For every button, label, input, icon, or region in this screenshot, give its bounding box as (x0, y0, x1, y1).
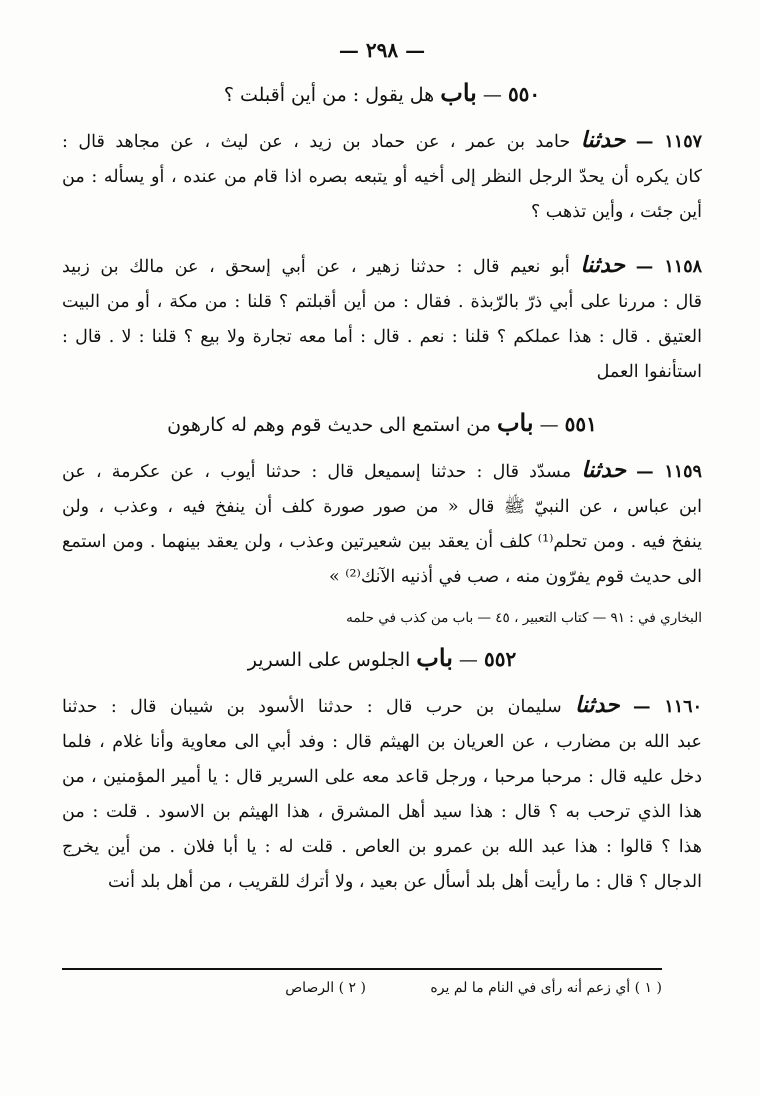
line-text: ينفخ فيه . ومن تحلم⁽¹⁾ كلف أن يعقد بين شعيرتين وعذب ، ولن يعقد بينهما . ومن استمع (62, 532, 702, 552)
hadith-block (62, 248, 702, 390)
line-text: عبد الله بن مضارب ، عن العريان بن الهيثم قال : وفد أبي الى معاوية وأنا غلام ، فلما (62, 732, 702, 752)
haddathana-mark: حدثنا (580, 127, 626, 153)
text-line (62, 453, 702, 490)
text-line (62, 123, 702, 160)
text-line (62, 725, 702, 760)
line-text: قال : مررنا على أبي ذرّ بالرّبذة . فقال : من أين أقبلتم ؟ قلنا : من مكة ، أو من البيت (62, 292, 702, 312)
text-line (62, 355, 702, 390)
text-line (62, 688, 702, 725)
line-text: الى حديث قوم يفرّون منه ، صب في أذنيه الآنك⁽²⁾ » (328, 567, 702, 587)
text-line (62, 285, 702, 320)
bab-label: باب (416, 643, 453, 672)
line-text: هذا الذي ترحب به ؟ قال : هذا سيد أهل المشرق ، هذا الهيثم بن الاسود . قلت : من (62, 802, 702, 822)
haddathana-mark: حدثنا (581, 457, 626, 483)
line-text: حامد بن عمر ، عن حماد بن زيد ، عن ليث ، عن مجاهد قال : (62, 132, 571, 152)
text-line (62, 195, 702, 230)
page-content (62, 78, 702, 900)
line-text: استأنفوا العمل (596, 362, 702, 382)
haddathana-mark: حدثنا (580, 252, 626, 278)
chapter-title: هل يقول : من أين أقبلت ؟ (223, 84, 435, 106)
text-line (62, 248, 702, 285)
chapter-number: ٥٥١ (564, 412, 597, 436)
text-line (62, 160, 702, 195)
footnote-2: ( ٢ ) الرصاص (285, 980, 366, 996)
heading-dash: — (539, 414, 559, 436)
chapter-title: الجلوس على السرير (247, 649, 411, 671)
chapter-heading (62, 408, 702, 437)
line-text: كان يكره أن يحدّ الرجل النظر إلى أخيه أو يتبعه بصره اذا قام من عنده ، أو يسأله : من (62, 167, 702, 187)
text-line (62, 560, 702, 595)
hadith-number: ١١٦٠ — (632, 697, 702, 717)
line-text: أين جئت ، وأين تذهب ؟ (530, 202, 702, 222)
footnote-1: ( ١ ) أي زعم أنه رأى في النام ما لم يره (430, 980, 662, 996)
footnotes (62, 980, 662, 996)
hadith-number: ١١٥٨ — (635, 257, 702, 277)
line-text: أبو نعيم قال : حدثنا زهير ، عن أبي إسحق ، عن مالك بن زبيد (62, 257, 570, 277)
source-reference: البخاري في : ٩١ — كتاب التعبير ، ٤٥ — باب من كذب في حلمه (346, 610, 702, 626)
hadith-block (62, 453, 702, 595)
text-line (62, 525, 702, 560)
chapter-title: من استمع الى حديث قوم وهم له كارهون (167, 414, 491, 436)
chapter-number: ٥٥٠ (507, 82, 541, 106)
heading-dash: — (458, 649, 478, 671)
line-text: مسدّد قال : حدثنا إسميعل قال : حدثنا أيوب ، عن عكرمة ، عن (62, 462, 572, 482)
text-line (62, 320, 702, 355)
haddathana-mark: حدثنا (575, 692, 620, 718)
line-text: هذا ؟ قالوا : هذا عبد الله بن عمرو بن العاص . قلت له : يا أبا فلان . من أين يخرج (62, 837, 702, 857)
line-text: سليمان بن حرب قال : حدثنا الأسود بن شيبان قال : حدثنا (62, 697, 562, 717)
line-text: ابن عباس ، عن النبيّ ﷺ قال « من صور صورة كلف أن ينفخ فيه ، وعذب ، ولن (62, 497, 702, 517)
text-line (62, 760, 702, 795)
footnote-divider (62, 968, 662, 970)
line-text: دخل عليه قال : مرحبا مرحبا ، ورجل قاعد معه على السرير قال : يا أمير المؤمنين ، من (62, 767, 702, 787)
chapter-number: ٥٥٢ (483, 647, 517, 671)
text-line (62, 830, 702, 865)
chapter-heading (62, 78, 702, 107)
page-number: — ٢٩٨ — (338, 38, 426, 62)
bab-label: باب (440, 78, 477, 107)
heading-dash: — (482, 84, 502, 106)
line-text: العتيق . قال : هذا عملكم ؟ قلنا : نعم . قال : أما معه تجارة ولا بيع ؟ قلنا : لا . قال : (62, 327, 702, 347)
hadith-block (62, 123, 702, 230)
text-line (62, 490, 702, 525)
hadith-block (62, 688, 702, 900)
text-line (62, 795, 702, 830)
page-body (62, 38, 702, 918)
bab-label: باب (496, 408, 534, 437)
chapter-heading (62, 643, 702, 672)
hadith-number: ١١٥٩ — (636, 462, 702, 482)
text-line (62, 865, 702, 900)
hadith-number: ١١٥٧ — (635, 132, 703, 152)
line-text: الدجال ؟ قال : ما رأيت أهل بلد أسأل عن بعيد ، ولا أترك للقريب ، من أهل بلد أنت (108, 872, 702, 892)
